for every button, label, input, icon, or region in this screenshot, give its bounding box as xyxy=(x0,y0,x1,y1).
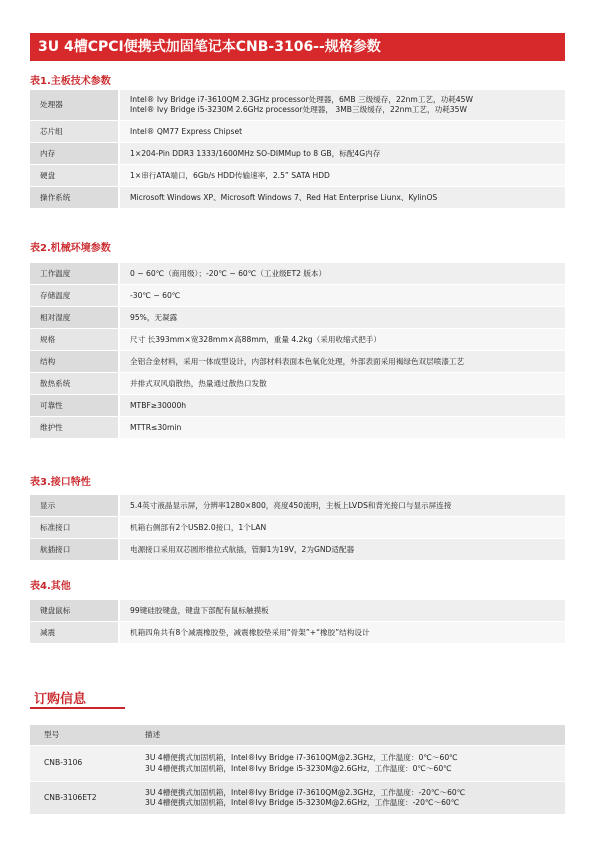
spec-value: MTBF≥30000h xyxy=(118,395,565,416)
spec-value: 1×串行ATA端口，6Gb/s HDD传输速率，2.5” SATA HDD xyxy=(118,165,565,186)
spec-key: 结构 xyxy=(30,351,118,372)
spec-value: 0 ~ 60℃（商用级）；-20℃ ~ 60℃（工业级ET2 版本） xyxy=(118,263,565,284)
section-heading-other: 表4.其他 xyxy=(30,581,71,592)
spec-key: 操作系统 xyxy=(30,187,118,208)
spec-key: 键盘鼠标 xyxy=(30,600,118,621)
spec-value: 1×204-Pin DDR3 1333/1600MHz SO-DIMMup to 8 GB，标配4G内存 xyxy=(118,143,565,164)
table-row xyxy=(30,373,565,394)
spec-value: 电源接口采用双芯圆形推拉式航插，管脚1为19V，2为GND适配器 xyxy=(118,539,565,560)
spec-value: 机箱右侧部有2个USB2.0接口，1个LAN xyxy=(118,517,565,538)
spec-key: 处理器 xyxy=(30,90,118,120)
spec-value: Intel® QM77 Express Chipset xyxy=(118,121,565,142)
spec-key: 工作温度 xyxy=(30,263,118,284)
page-title: 3U 4槽CPCI便携式加固笔记本CNB-3106--规格参数 xyxy=(30,33,565,61)
table-row xyxy=(30,395,565,416)
spec-value: 全铝合金材料，采用一体成型设计，内部材料表面本色氧化处理，外部表面采用褐绿色双层喷漆工艺 xyxy=(118,351,565,372)
spec-table-mechanical xyxy=(30,262,565,439)
order-line: 3U 4槽便携式加固机箱，Intel®Ivy Bridge i7-3610QM@2.3GHz，工作温度：-20℃～60℃ xyxy=(145,787,466,797)
spec-key: 标准接口 xyxy=(30,517,118,538)
table-row xyxy=(30,263,565,284)
table-header-row xyxy=(30,725,565,745)
spec-value: 95%，无凝露 xyxy=(118,307,565,328)
order-description xyxy=(133,746,565,781)
table-row xyxy=(30,121,565,142)
spec-key: 维护性 xyxy=(30,417,118,438)
table-row xyxy=(30,622,565,643)
table-row xyxy=(30,285,565,306)
spec-line: Intel® Ivy Bridge i5-3230M 2.6GHz processor处理器， 3MB三级缓存，22nm工艺，功耗35W xyxy=(130,105,467,114)
spec-key: 内存 xyxy=(30,143,118,164)
spec-key: 存储温度 xyxy=(30,285,118,306)
spec-value: MTTR≤30min xyxy=(118,417,565,438)
spec-table-interfaces xyxy=(30,494,565,561)
spec-value: 5.4英寸液晶显示屏，分辨率1280×800，亮度450流明，主板上LVDS和背光接口与显示屏连接 xyxy=(118,495,565,516)
table-row xyxy=(30,143,565,164)
spec-value: 并排式双风扇散热，热量通过散热口发散 xyxy=(118,373,565,394)
order-line: 3U 4槽便携式加固机箱，Intel®Ivy Bridge i7-3610QM@2.3GHz，工作温度：0℃～60℃ xyxy=(145,753,458,762)
spec-value: -30℃ ~ 60℃ xyxy=(118,285,565,306)
table-row xyxy=(30,417,565,438)
order-model: CNB-3106 xyxy=(30,746,133,781)
table-row xyxy=(30,351,565,372)
order-description xyxy=(133,782,565,814)
spec-key: 散热系统 xyxy=(30,373,118,394)
order-model: CNB-3106ET2 xyxy=(30,782,133,814)
table-row xyxy=(30,307,565,328)
spec-value: 99键硅胶键盘，键盘下部配有鼠标触摸板 xyxy=(118,600,565,621)
spec-value: 机箱四角共有8个减震橡胶垫，减震橡胶垫采用“骨架”+“橡胶”结构设计 xyxy=(118,622,565,643)
spec-line: Intel® Ivy Bridge i7-3610QM 2.3GHz processor处理器，6MB 三级缓存，22nm工艺，功耗45W xyxy=(130,95,473,104)
table-row xyxy=(30,495,565,516)
order-heading-underline xyxy=(30,707,125,709)
spec-key: 相对湿度 xyxy=(30,307,118,328)
section-heading-mechanical: 表2.机械环境参数 xyxy=(30,243,111,254)
table-row xyxy=(30,90,565,120)
spec-value: Microsoft Windows XP、Microsoft Windows 7、Red Hat Enterprise Liunx、KylinOS xyxy=(118,187,565,208)
spec-key: 硬盘 xyxy=(30,165,118,186)
order-heading: 订购信息 xyxy=(34,692,87,707)
spec-table-mainboard xyxy=(30,89,565,209)
order-table xyxy=(30,724,565,815)
spec-key: 航插接口 xyxy=(30,539,118,560)
spec-key: 显示 xyxy=(30,495,118,516)
table-row xyxy=(30,165,565,186)
section-heading-mainboard: 表1.主板技术参数 xyxy=(30,76,111,87)
table-row xyxy=(30,187,565,208)
column-header-description: 描述 xyxy=(133,725,565,745)
spec-table-other xyxy=(30,599,565,644)
table-row xyxy=(30,746,565,781)
table-row xyxy=(30,329,565,350)
table-row xyxy=(30,517,565,538)
column-header-model: 型号 xyxy=(30,725,133,745)
table-row xyxy=(30,782,565,814)
table-row xyxy=(30,600,565,621)
order-line: 3U 4槽便携式加固机箱，Intel®Ivy Bridge i5-3230M@2.6GHz，工作温度：-20℃～60℃ xyxy=(145,798,460,807)
section-heading-interfaces: 表3.接口特性 xyxy=(30,477,91,488)
spec-value xyxy=(118,90,565,120)
spec-value: 尺寸 长393mm×宽328mm×高88mm，重量 4.2kg（采用收缩式把手） xyxy=(118,329,565,350)
spec-key: 可靠性 xyxy=(30,395,118,416)
spec-key: 芯片组 xyxy=(30,121,118,142)
spec-key: 减震 xyxy=(30,622,118,643)
table-row xyxy=(30,539,565,560)
spec-key: 规格 xyxy=(30,329,118,350)
order-line: 3U 4槽便携式加固机箱，Intel®Ivy Bridge i5-3230M@2.6GHz，工作温度：0℃～60℃ xyxy=(145,763,452,773)
